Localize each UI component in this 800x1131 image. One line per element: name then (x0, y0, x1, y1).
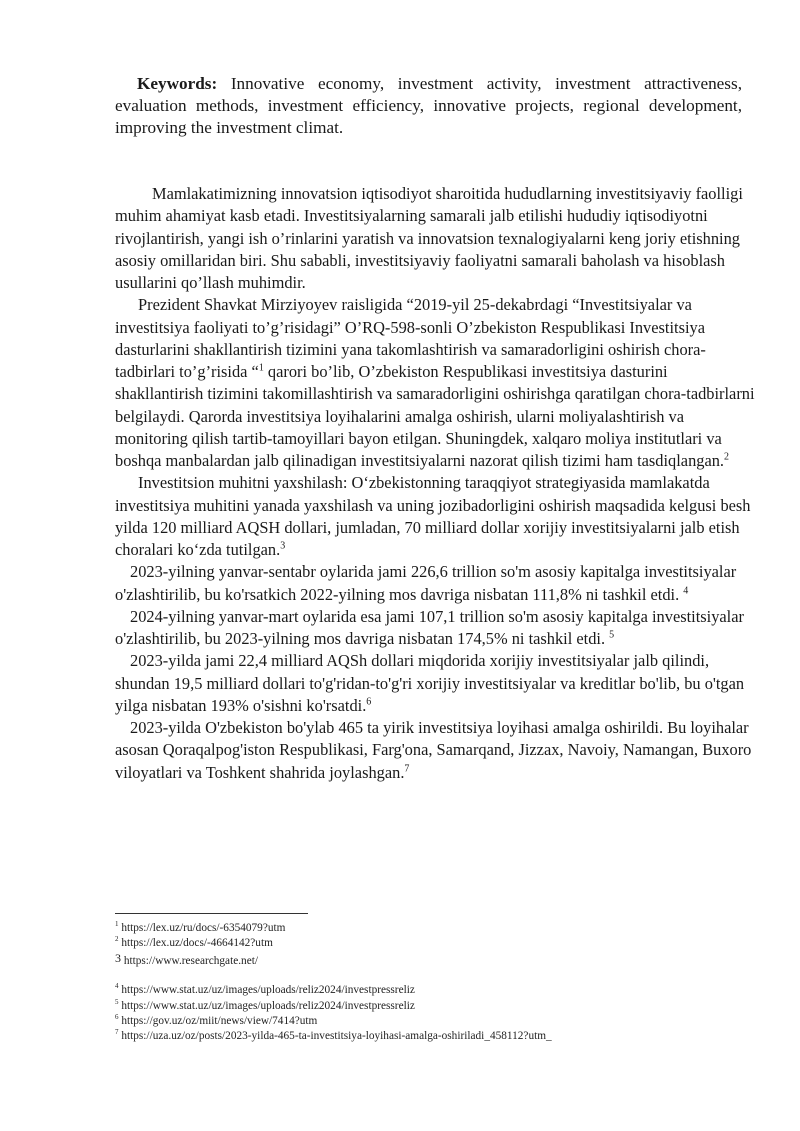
paragraph-5-text: 2024-yilning yanvar-mart oylarida esa jami 107,1 trillion so'm asosiy kapitalga investitsiyalar o'zlashtirilib, bu 2023-yilning mos davriga nisbatan 174,5% ni tashkil etdi. (115, 606, 744, 648)
footnote-2 (115, 936, 755, 951)
footnote-2-link[interactable]: https://lex.uz/docs/-4664142?utm (118, 937, 273, 950)
paragraph-1 (115, 183, 755, 294)
body-text (115, 183, 755, 784)
footnote-6-link[interactable]: https://gov.uz/oz/miit/news/view/7414?utm (118, 1015, 318, 1028)
paragraph-3 (115, 472, 755, 561)
paragraph-6 (115, 650, 755, 717)
footnote-7-number: 7 (115, 1028, 119, 1037)
keywords-text: Innovative economy, investment activity, investment attractiveness, evaluation methods, investment efficiency, innovative projects, regional development, improving the investment climat. (115, 74, 742, 137)
footnote-6-number: 6 (115, 1013, 119, 1022)
footnote-4 (115, 983, 755, 998)
paragraph-1-text: Mamlakatimizning innovatsion iqtisodiyot sharoitida hududlarning investitsiyaviy faolligi muhim ahamiyat kasb etadi. Investitsiyalarning samarali jalb etilishi hududiy iqtisodiyotni rivojlantirish, yangi ish o’rinlarini yaratish va innovatsion texnalogiyalarni keng joriy etishning asosiy omillaridan biri. Shu sababli, investitsiyaviy faoliyatni samarali baholash va hisoblash usullarini qo’llash muhimdir. (115, 184, 743, 292)
paragraph-3-text: Investitsion muhitni yaxshilash: O‘zbekistonning taraqqiyot strategiyasida mamlakatda investitsiya muhitini yanada yaxshilash va uning jozibadorligini oshirish maqsadida kelgusi besh yilda 120 milliard AQSH dollari, jumladan, 70 milliard dollar xorijiy investitsiyalarni jalb etish choralari ko‘zda tutilgan. (115, 473, 751, 559)
footnote-ref-4[interactable]: 4 (683, 585, 689, 597)
footnote-ref-3[interactable]: 3 (280, 540, 286, 552)
footnote-ref-5[interactable]: 5 (609, 629, 615, 641)
footnote-4-number: 4 (115, 982, 119, 991)
footnote-2-number: 2 (115, 935, 119, 944)
paragraph-7-text: 2023-yilda O'zbekiston bo'ylab 465 ta yirik investitsiya loyihasi amalga oshirildi. Bu loyihalar asosan Qoraqalpog'iston Respublikasi, Farg'ona, Samarqand, Jizzax, Navoiy, Namangan, Buxoro viloyatlari va Toshkent shahrida joylashgan. (115, 718, 752, 782)
paragraph-2-text-b: qarori bo’lib, O’zbekiston Respublikasi investitsiya dasturini shakllantirish tizimini takomillashtirish va samaradorligini oshirishga qaratilgan chora-tadbirlarni belgilaydi. Qarorda investitsiya loyihalarini amalga oshirish, ularni moliyalashtirish va monitoring qilish tartib-tamoyillari bayon etilgan. Shuningdek, xalqaro moliya institutlari va boshqa manbalardan jalb qilinadigan investitsiyalarni nazorat qilish tizimi ham tasdiqlangan. (115, 362, 755, 470)
footnote-ref-6[interactable]: 6 (366, 696, 372, 708)
footnote-3 (115, 950, 755, 969)
footnote-5-number: 5 (115, 997, 119, 1006)
footnote-ref-7[interactable]: 7 (404, 763, 410, 775)
footnote-ref-2[interactable]: 2 (724, 451, 730, 463)
footnote-7-link[interactable]: https://uza.uz/oz/posts/2023-yilda-465-ta-investitsiya-loyihasi-amalga-oshiriladi_458112?utm_ (118, 1030, 552, 1043)
paragraph-4 (115, 561, 755, 606)
footnote-1 (115, 921, 755, 936)
footnote-4-link[interactable]: https://www.stat.uz/uz/images/uploads/reliz2024/investpressreliz (118, 984, 415, 997)
footnote-7 (115, 1029, 755, 1044)
footnote-3-number: 3 (115, 950, 121, 965)
footnote-5-link[interactable]: https://www.stat.uz/uz/images/uploads/reliz2024/investpressreliz (118, 999, 415, 1012)
keywords-paragraph (115, 73, 742, 139)
footnote-separator (115, 913, 308, 914)
paragraph-6-text: 2023-yilda jami 22,4 milliard AQSh dollari miqdorida xorijiy investitsiyalar jalb qilindi, shundan 19,5 milliard dollari to'g'ridan-to'g'ri xorijiy investitsiyalar va kreditlar bo'lib, bu o'tgan yilga nisbatan 193% o'sishni ko'rsatdi. (115, 651, 745, 715)
paragraph-7 (115, 717, 755, 784)
footnote-5 (115, 999, 755, 1014)
footnotes (115, 921, 755, 1045)
footnote-6 (115, 1014, 755, 1029)
paragraph-4-text: 2023-yilning yanvar-sentabr oylarida jami 226,6 trillion so'm asosiy kapitalga investitsiyalar o'zlashtirilib, bu ko'rsatkich 2022-yilning mos davriga nisbatan 111,8% ni tashkil etdi. (115, 562, 737, 604)
paragraph-5 (115, 606, 755, 651)
paragraph-2 (115, 294, 755, 472)
footnote-3-link[interactable]: https://www.researchgate.net/ (121, 954, 258, 967)
footnote-1-link[interactable]: https://lex.uz/ru/docs/-6354079?utm (118, 922, 286, 934)
footnote-ref-1[interactable]: 1 (258, 362, 264, 374)
footnote-1-number: 1 (115, 920, 119, 929)
keywords-label: Keywords: (137, 74, 218, 93)
paragraph-2-text-a: Prezident Shavkat Mirziyoyev raisligida “2019-yil 25-dekabrdagi “Investitsiyalar va investitsiya faoliyati to’g’risidagi” O’RQ-598-sonli O’zbekiston Respublikasi Investitsiya dasturlarini shakllantirish tizimini yana takomlashtirish va samaradorligini oshirish chora-tadbirlari to’g’risida “ (115, 295, 706, 381)
